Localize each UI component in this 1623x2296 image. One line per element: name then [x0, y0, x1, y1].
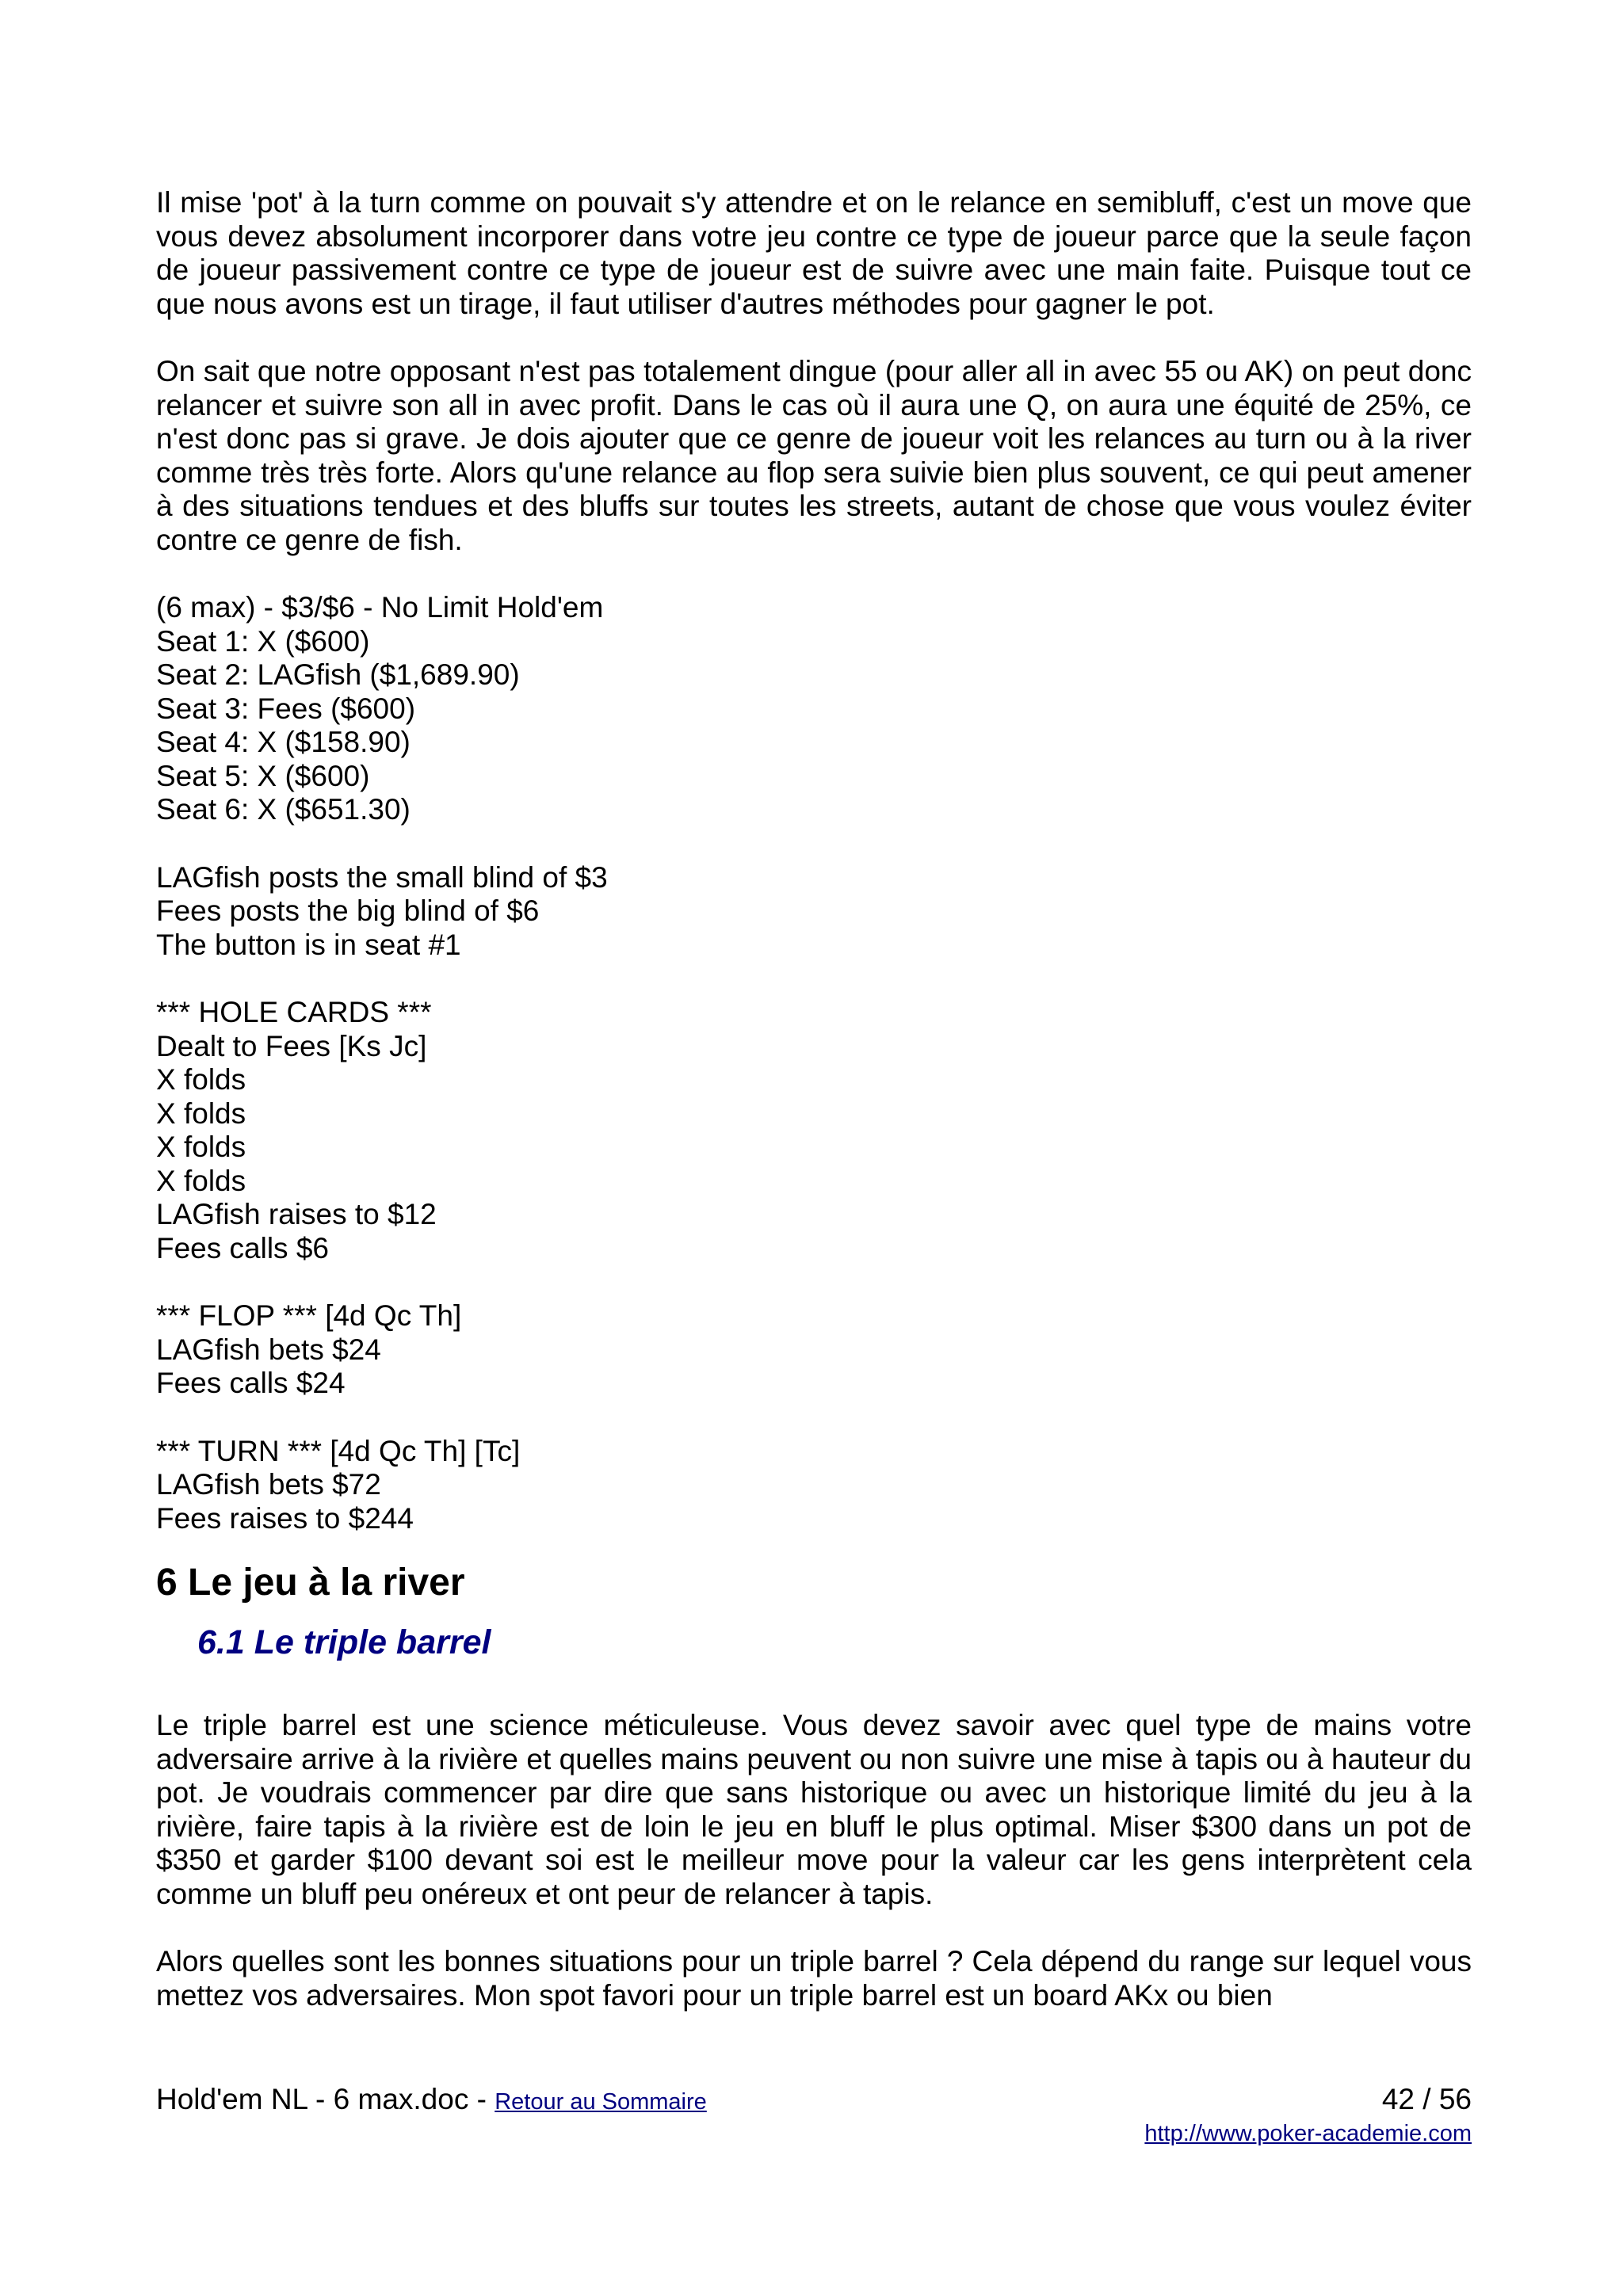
hand-history-flop: [156, 1299, 1472, 1401]
hand-line: X folds: [156, 1097, 246, 1130]
subsection-heading: 6.1 Le triple barrel: [197, 1623, 491, 1661]
footer-doc-info: [156, 2082, 707, 2119]
paragraph: Il mise 'pot' à la turn comme on pouvait s'y attendre et on le relance en semibluff, c'est un move que vous devez absolument incorporer dans votre jeu contre ce type de joueur parce que la seule façon de joueur passivement contre ce type de joueur est de suivre avec une main faite. Puisque tout ce que nous avons est un tirage, il faut utiliser d'autres méthodes pour gagner le pot.: [156, 186, 1472, 320]
hand-line: LAGfish bets $24: [156, 1333, 381, 1366]
hand-line: Seat 6: X ($651.30): [156, 793, 411, 826]
hand-line: LAGfish raises to $12: [156, 1198, 437, 1230]
hand-line: Seat 2: LAGfish ($1,689.90): [156, 658, 520, 691]
hand-line: Fees calls $6: [156, 1231, 329, 1264]
hand-line: The button is in seat #1: [156, 928, 461, 961]
website-link[interactable]: http://www.poker-academie.com: [1144, 2121, 1472, 2146]
hand-line: Seat 3: Fees ($600): [156, 692, 416, 725]
hand-line: Seat 4: X ($158.90): [156, 726, 411, 758]
page-number: 42 / 56: [1381, 2083, 1472, 2115]
hand-line: Seat 1: X ($600): [156, 624, 370, 658]
hand-line: (6 max) - $3/$6 - No Limit Hold'em: [156, 591, 604, 624]
hand-history-blinds: [156, 861, 1472, 963]
hand-line: *** TURN *** [4d Qc Th] [Tc]: [156, 1434, 521, 1467]
hand-history-turn: [156, 1435, 1472, 1536]
footer-doc-name: Hold'em NL - 6 max.doc -: [156, 2083, 495, 2115]
paragraph: On sait que notre opposant n'est pas totalement dingue (pour aller all in avec 55 ou AK) on peut donc relancer et suivre son all in avec profit. Dans le cas où il aura une Q, on aura une équité de 25%, ce n'est donc pas si grave. Je dois ajouter que ce genre de joueur voit les relances au turn ou à la river comme très très forte. Alors qu'une relance au flop sera suivie bien plus souvent, ce qui peut amener à des situations tendues et des bluffs sur toutes les streets, autant de chose que vous voulez éviter contre ce genre de fish.: [156, 355, 1472, 556]
hand-line: Fees posts the big blind of $6: [156, 894, 540, 927]
paragraph: Le triple barrel est une science méticuleuse. Vous devez savoir avec quel type de mains votre adversaire arrive à la rivière et quelles mains peuvent ou non suivre une mise à tapis ou à hauteur du pot. Je voudrais commencer par dire que sans historique ou avec un historique limité du jeu à la rivière, faire tapis à la rivière est de loin le jeu en bluff le plus optimal. Miser $300 dans un pot de $350 et garder $100 devant soi est le meilleur move pour la valeur car les gens interprètent cela comme un bluff peu onéreux et ont peur de relancer à tapis.: [156, 1709, 1472, 1910]
hand-line: X folds: [156, 1164, 246, 1197]
hand-line: X folds: [156, 1063, 246, 1096]
hand-line: Seat 5: X ($600): [156, 759, 370, 792]
footer-row: [156, 2082, 1472, 2119]
hand-line: Fees raises to $244: [156, 1501, 414, 1535]
hand-line: *** HOLE CARDS ***: [156, 996, 432, 1028]
hand-line: *** FLOP *** [4d Qc Th]: [156, 1299, 462, 1332]
document-body: [156, 186, 1472, 2012]
hand-line: X folds: [156, 1131, 246, 1163]
page-footer: [156, 2082, 1472, 2148]
section-heading: 6 Le jeu à la river: [156, 1562, 465, 1604]
back-to-summary-link[interactable]: Retour au Sommaire: [495, 2089, 707, 2115]
paragraph: Alors quelles sont les bonnes situations pour un triple barrel ? Cela dépend du range sur lequel vous mettez vos adversaires. Mon spot favori pour un triple barrel est un board AKx ou bien: [156, 1945, 1472, 2012]
hand-line: Dealt to Fees [Ks Jc]: [156, 1029, 427, 1062]
hand-line: LAGfish bets $72: [156, 1468, 381, 1501]
hand-line: LAGfish posts the small blind of $3: [156, 860, 608, 894]
hand-history-header: [156, 591, 1472, 827]
hand-history-hole-cards: [156, 996, 1472, 1265]
hand-line: Fees calls $24: [156, 1367, 346, 1399]
